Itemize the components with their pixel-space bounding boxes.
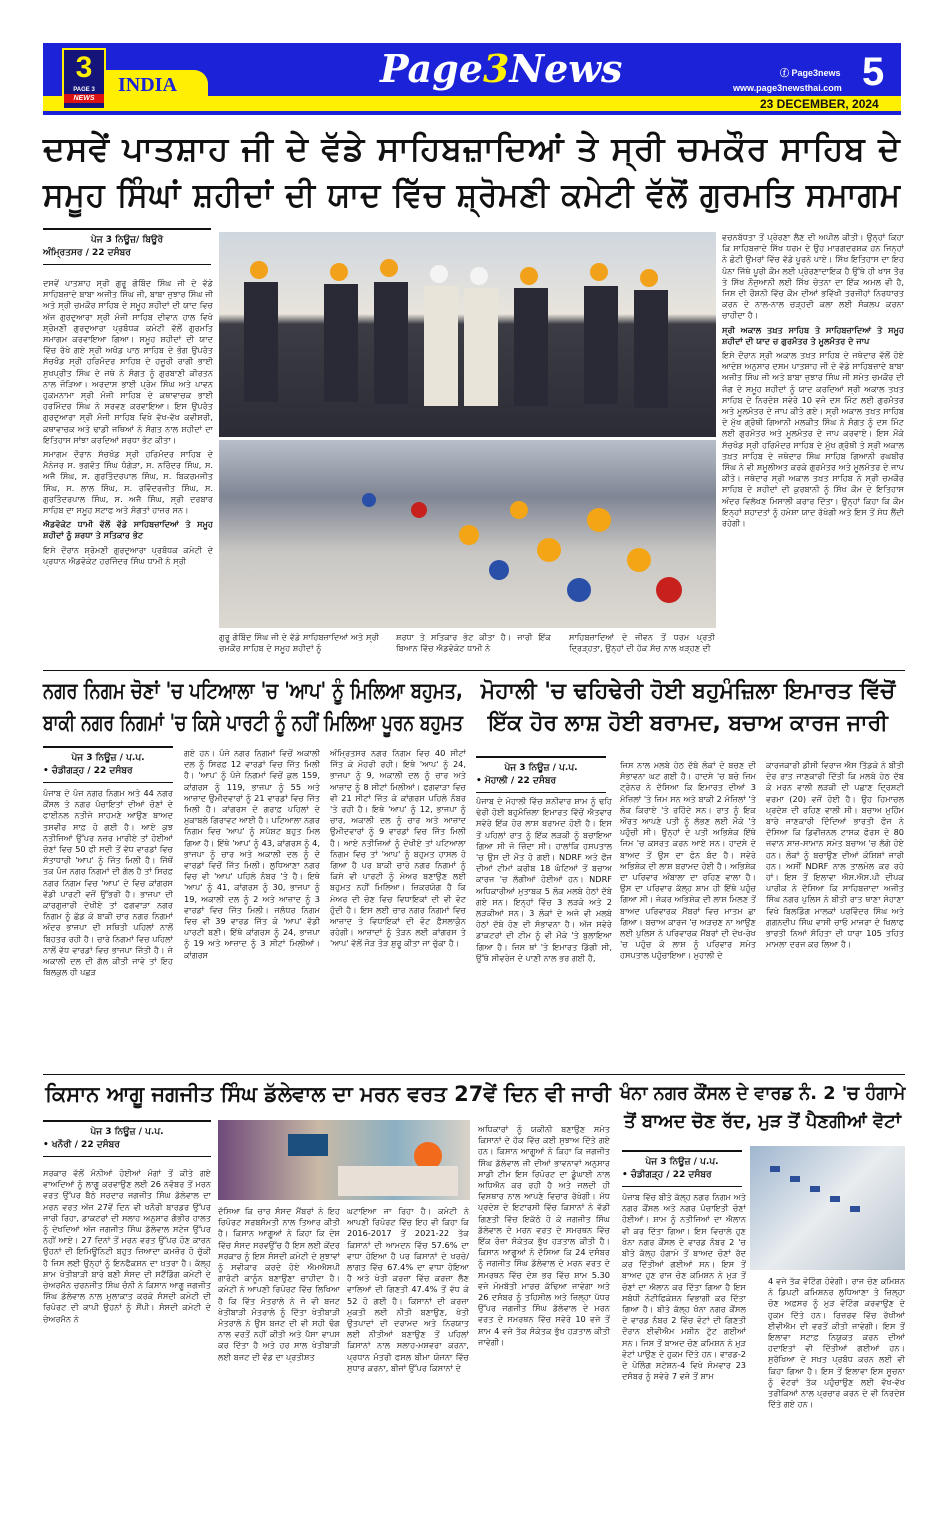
mohali-column: ਪੰਜਾਬ ਦੇ ਮੋਹਾਲੀ ਵਿੱਚ ਸ਼ਨੀਵਾਰ ਸ਼ਾਮ ਨੂੰ ਢਹਿ ਢੇਰੀ ਹੋਈ ਬਹੁਮੰਜ਼ਿਲਾ ਇਮਾਰਤ ਵਿੱਚੋਂ ਐਤਵਾਰ ਸਵੇਰੇ ਇੱਕ ਹੋਰ ਲਾਸ਼ ਬਰਾਮਦ ਹੋਈ ਹੈ। ਇਸ ਤੋਂ ਪਹਿਲਾਂ ਰਾਤ ਨੂੰ ਇੱਕ ਲੜਕੀ ਨੂੰ ਬਚਾਇਆ ਗਿਆ ਸੀ ਜੋ ਜ਼ਿੰਦਾ ਸੀ। ਹਾਲਾਂਕਿ ਹਸਪਤਾਲ 'ਚ ਉਸ ਦੀ ਮੌਤ ਹੋ ਗਈ। NDRF ਅਤੇ ਫੌਜ ਦੀਆਂ ਟੀਮਾਂ ਕਰੀਬ 18 ਘੰਟਿਆਂ ਤੋਂ ਬਚਾਅ ਕਾਰਜ 'ਚ ਲੱਗੀਆਂ ਹੋਈਆਂ ਹਨ। NDRF ਅਧਿਕਾਰੀਆਂ ਮੁਤਾਬਕ 5 ਲੋਕ ਮਲਬੇ ਹੇਠਾਂ ਦੱਬੇ ਗਏ ਸਨ। ਇਨ੍ਹਾਂ ਵਿੱਚ 3 ਲੜਕੇ ਅਤੇ 2 ਲੜਕੀਆਂ ਸਨ। 3 ਲੋਕਾਂ ਦੇ ਅਜੇ ਵੀ ਮਲਬੇ ਹੇਠਾਂ ਦੱਬੇ ਹੋਣ ਦੀ ਸੰਭਾਵਨਾ ਹੈ। ਅੱਜ ਸਵੇਰੇ ਡਾਕਟਰਾਂ ਦੀ ਟੀਮ ਨੂੰ ਵੀ ਮੌਕੇ 'ਤੇ ਬੁਲਾਇਆ ਗਿਆ ਹੈ। ਜਿਸ ਥਾਂ 'ਤੇ ਇਮਾਰਤ ਡਿੱਗੀ ਸੀ, ਉੱਥੇ ਸੀਵਰੇਜ ਦੇ ਪਾਣੀ ਨਾਲ ਭਰ ਗਈ ਹੈ, xyxy=(476,796,612,963)
dallewal-headline: ਕਿਸਾਨ ਆਗੂ ਜਗਜੀਤ ਸਿੰਘ ਡੱਲੇਵਾਲ ਦਾ ਮਰਨ ਵਰਤ 27ਵੇਂ ਦਿਨ ਵੀ ਜਾਰੀ xyxy=(45,1082,611,1106)
khanna-headline: ਖੰਨਾ ਨਗਰ ਕੌਂਸਲ ਦੇ ਵਾਰਡ ਨੰ. 2 'ਚ ਹੰਗਾਮੇ ਤੋਂ ਬਾਅਦ ਚੋਣ ਰੱਦ, ਮੁੜ ਤੋਂ ਪੈਣਗੀਆਂ ਵੋਟਾਂ xyxy=(620,1083,906,1132)
divider xyxy=(43,670,905,671)
newspaper-title: Page3News xyxy=(380,46,623,91)
khanna-byline: ਪੇਜ 3 ਨਿਊਜ਼ / ਪ.ਪ. • ਚੰਡੀਗੜ੍ਹ / 22 ਦਸੰਬਰ xyxy=(622,1150,742,1187)
dallewal-column: ਦੱਸਿਆ ਕਿ ਚਾਰ ਸੰਸਦ ਮੈਂਬਰਾਂ ਨੇ ਇਹ ਰਿਪੋਰਟ ਸਰਬਸੰਮਤੀ ਨਾਲ ਤਿਆਰ ਕੀਤੀ ਹੈ। ਕਿਸਾਨ ਆਗੂਆਂ ਨੇ ਕਿਹਾ ਕਿ ਦੇਸ਼ ਵਿੱਚ ਸੰਸਦ ਸਰਵਉੱਚ ਹੈ ਇਸ ਲਈ ਕੇਂਦਰ ਸਰਕਾਰ ਨੂੰ ਇਸ ਸੰਸਦੀ ਕਮੇਟੀ ਦੇ ਸੁਝਾਵਾਂ ਨੂੰ ਸਵੀਕਾਰ ਕਰਦੇ ਹੋਏ ਐਮਐਸਪੀ ਗਾਰੰਟੀ ਕਾਨੂੰਨ ਬਣਾਉਣਾ ਚਾਹੀਦਾ ਹੈ। ਕਮੇਟੀ ਨੇ ਆਪਣੀ ਰਿਪੋਰਟ ਵਿੱਚ ਲਿਖਿਆ ਹੈ ਕਿ ਵਿੱਤ ਮੰਤਰਾਲੇ ਨੇ ਜੋ ਵੀ ਬਜਟ ਖੇਤੀਬਾੜੀ ਮੰਤਰਾਲੇ ਨੂੰ ਦਿੱਤਾ ਖੇਤੀਬਾੜੀ ਮੰਤਰਾਲੇ ਨੇ ਉਸ ਬਜਟ ਦੀ ਵੀ ਸਹੀ ਢੰਗ ਨਾਲ ਵਰਤੋਂ ਨਹੀਂ ਕੀਤੀ ਅਤੇ ਪੈਸਾ ਵਾਪਸ ਕਰ ਦਿੱਤਾ ਹੈ ਅਤੇ ਹਰ ਸਾਲ ਖੇਤੀਬਾੜੀ ਲਈ ਬਜਟ ਦੀ ਵੰਡ ਦਾ ਪ੍ਰਤੀਸ਼ਤ xyxy=(218,1206,340,1362)
page3-logo: 3 PAGE 3 NEWS xyxy=(62,48,106,110)
section-label: INDIA xyxy=(118,74,177,96)
patiala-byline: ਪੇਜ 3 ਨਿਊਜ਼ / ਪ.ਪ. • ਚੰਡੀਗੜ੍ਹ / 22 ਦਸੰਬਰ xyxy=(43,746,173,783)
lead-byline: ਪੇਜ 3 ਨਿਊਜ਼/ ਬਿਊਰੋ ਅੰਮ੍ਰਿਤਸਰ / 22 ਦਸੰਬਰ xyxy=(43,228,211,265)
facebook-icon: ⓕ xyxy=(780,68,792,78)
patiala-column: ਗਏ ਹਨ। ਪੰਜੇ ਨਗਰ ਨਿਗਮਾਂ ਵਿਚੋਂ ਅਕਾਲੀ ਦਲ ਨੂੰ ਸਿਰਫ਼ 12 ਵਾਰਡਾਂ ਵਿਚ ਜਿੱਤ ਮਿਲੀ ਹੈ। 'ਆਪ' ਨੂੰ ਪੰਜੇ ਨਿਗਮਾਂ ਵਿਚੋਂ ਕੁਲ 159, ਕਾਂਗਰਸ ਨੂੰ 119, ਭਾਜਪਾ ਨੂੰ 55 ਅਤੇ ਆਜ਼ਾਦ ਉਮੀਦਵਾਰਾਂ ਨੂੰ 21 ਵਾਰਡਾਂ ਵਿਚ ਜਿੱਤ ਮਿਲੀ ਹੈ। ਕਾਂਗਰਸ ਦੇ ਗਰਾਫ਼ ਪਹਿਲਾਂ ਦੇ ਮੁਕਾਬਲੇ ਗਿਰਾਵਟ ਆਈ ਹੈ। ਪਟਿਆਲਾ ਨਗਰ ਨਿਗਮ ਵਿਚ 'ਆਪ' ਨੂੰ ਸਪੱਸ਼ਟ ਬਹੁਤ ਮਿਲ ਗਿਆ ਹੈ। ਇੱਥੇ 'ਆਪ' ਨੂੰ 43, ਕਾਂਗਰਸ ਨੂੰ 4, ਭਾਜਪਾ ਨੂੰ ਚਾਰ ਅਤੇ ਅਕਾਲੀ ਦਲ ਨੂੰ ਦੋ ਵਾਰਡਾਂ ਵਿਚੋਂ ਜਿੱਤ ਮਿਲੀ। ਲੁਧਿਆਣਾ ਨਗਰ ਵਿਚ ਵੀ 'ਆਪ' ਪਹਿਲੇ ਨੰਬਰ 'ਤੇ ਹੈ। ਇਥੇ 'ਆਪ' ਨੂੰ 41, ਕਾਂਗਰਸ ਨੂੰ 30, ਭਾਜਪਾ ਨੂੰ 19, ਅਕਾਲੀ ਦਲ ਨੂੰ 2 ਅਤੇ ਆਜ਼ਾਦ ਨੂੰ 3 ਵਾਰਡਾਂ ਵਿਚ ਜਿੱਤ ਮਿਲੀ। ਜਲੰਧਰ ਨਿਗਮ ਵਿਚ ਵੀ 39 ਵਾਰਡ ਜਿੱਤ ਕੇ 'ਆਪ' ਵੱਡੀ ਪਾਰਟੀ ਬਣੀ। ਇੱਥੇ ਕਾਂਗਰਸ ਨੂੰ 24, ਭਾਜਪਾ ਨੂੰ 19 ਅਤੇ ਆਜ਼ਾਦ ਨੂੰ 3 ਸੀਟਾਂ ਮਿਲੀਆਂ। ਕਾਂਗਰਸ xyxy=(184,748,320,960)
mohali-column: ਜਿਸ ਨਾਲ ਮਲਬੇ ਹੇਠ ਦੱਬੇ ਲੋਕਾਂ ਦੇ ਬਚਣ ਦੀ ਸੰਭਾਵਨਾ ਘਟ ਗਈ ਹੈ। ਹਾਦਸੇ 'ਚ ਬਚੇ ਜਿਮ ਟ੍ਰੇਨਰ ਨੇ ਦੱਸਿਆ ਕਿ ਇਮਾਰਤ ਦੀਆਂ 3 ਮੰਜ਼ਿਲਾਂ 'ਤੇ ਜਿਮ ਸਨ ਅਤੇ ਬਾਕੀ 2 ਮੰਜ਼ਿਲਾਂ 'ਤੇ ਲੋਕ ਕਿਰਾਏ 'ਤੇ ਰਹਿੰਦੇ ਸਨ। ਰਾਤ ਨੂੰ ਇਕ ਔਰਤ ਆਪਣੇ ਪਤੀ ਨੂੰ ਲੱਭਣ ਲਈ ਮੌਕੇ 'ਤੇ ਪਹੁੰਚੀ ਸੀ। ਉਨ੍ਹਾਂ ਦੇ ਪਤੀ ਅਭਿਸ਼ੇਕ ਇੱਥੇ ਜਿਮ 'ਚ ਕਸਰਤ ਕਰਨ ਆਏ ਸਨ। ਹਾਦਸੇ ਦੇ ਬਾਅਦ ਤੋਂ ਉਸ ਦਾ ਫੋਨ ਬੰਦ ਹੈ। ਸਵੇਰੇ ਅਭਿਸ਼ੇਕ ਦੀ ਲਾਸ਼ ਬਰਾਮਦ ਹੋਈ ਹੈ। ਅਭਿਸ਼ੇਕ ਦਾ ਪਰਿਵਾਰ ਅੰਬਾਲਾ ਦਾ ਰਹਿਣ ਵਾਲਾ ਹੈ। ਉਸ ਦਾ ਪਰਿਵਾਰ ਕੱਲ੍ਹ ਸ਼ਾਮ ਹੀ ਇੱਥੇ ਪਹੁੰਚ ਗਿਆ ਸੀ। ਜੇਕਰ ਅਭਿਸ਼ੇਕ ਦੀ ਲਾਸ਼ ਮਿਲਣ ਤੋਂ ਬਾਅਦ ਪਰਿਵਾਰਕ ਮੈਂਬਰਾਂ ਵਿਚ ਮਾਤਮ ਛਾ ਗਿਆ। ਬਚਾਅ ਕਾਰਜ 'ਚ ਅੜਚਣ ਨਾ ਆਉਣ ਲਈ ਪੁਲਿਸ ਨੇ ਪਰਿਵਾਰਕ ਮੈਂਬਰਾਂ ਦੀ ਦੇਖ-ਰੇਖ 'ਚ ਪਹੁੰਚ ਕੇ ਲਾਸ਼ ਨੂੰ ਪਰਿਵਾਰ ਸਮੇਤ ਹਸਪਤਾਲ ਪਹੁੰਚਾਇਆ। ਮੁਹਾਲੀ ਦੇ xyxy=(620,760,756,961)
patiala-column: ਪੰਜਾਬ ਦੇ ਪੰਜ ਨਗਰ ਨਿਗਮ ਅਤੇ 44 ਨਗਰ ਕੌਂਸਲ ਤੇ ਨਗਰ ਪੰਚਾਇਤਾਂ ਦੀਆਂ ਚੋਣਾਂ ਦੇ ਫਾਈਨਲ ਨਤੀਜੇ ਸਾਹਮਣੇ ਆਉਣ ਬਾਅਦ ਤਸਵੀਰ ਸਾਫ਼ ਹੋ ਗਈ ਹੈ। ਆਏ ਕੁਝ ਨਤੀਜਿਆਂ ਉੱਪਰ ਨਜ਼ਰ ਮਾਰੀਏ ਤਾਂ ਹੋਈਆਂ ਚੋਣਾਂ ਵਿਚ 50 ਫੀ ਸਦੀ ਤੋਂ ਵੱਧ ਵਾਰਡਾਂ ਵਿਚ ਸੱਤਾਧਾਰੀ 'ਆਪ' ਨੂੰ ਜਿੱਤ ਮਿਲੀ ਹੈ। ਜਿੱਥੋਂ ਤਕ ਪੰਜ ਨਗਰ ਨਿਗਮਾਂ ਦੀ ਗੱਲ ਹੈ ਤਾਂ ਸਿਰਫ਼ ਨਗਰ ਨਿਗਮ ਵਿਚ 'ਆਪ' ਦੇ ਵਿਚ ਕਾਂਗਰਸ ਵੱਡੀ ਪਾਰਟੀ ਵਜੋਂ ਉੱਭਰੀ ਹੈ। ਭਾਜਪਾ ਦੀ ਕਾਰਗੁਜ਼ਾਰੀ ਦੇਖੀਏ ਤਾਂ ਫਗਵਾੜਾ ਨਗਰ ਨਿਗਮ ਨੂੰ ਛੱਡ ਕੇ ਬਾਕੀ ਚਾਰ ਨਗਰ ਨਿਗਮਾਂ ਅੰਦਰ ਭਾਜਪਾ ਦੀ ਸਥਿਤੀ ਪਹਿਲਾਂ ਨਾਲੋਂ ਬਿਹਤਰ ਰਹੀ ਹੈ। ਚਾਰੇ ਨਿਗਮਾਂ ਵਿਚ ਪਹਿਲਾਂ ਨਾਲੋਂ ਵੱਧ ਵਾਰਡਾਂ ਵਿਚ ਭਾਜਪਾ ਜਿੱਤੀ ਹੈ। ਜੇ ਅਕਾਲੀ ਦਲ ਦੀ ਗੱਲ ਕੀਤੀ ਜਾਵੇ ਤਾਂ ਇਹ ਬਿਲਕੁਲ ਹੀ ਪਛੜ xyxy=(43,788,173,978)
dallewal-column: ਅਧਿਕਾਰਾਂ ਨੂੰ ਯਕੀਨੀ ਬਣਾਉਣ ਸਮੇਤ ਕਿਸਾਨਾਂ ਦੇ ਹੱਕ ਵਿੱਚ ਕਈ ਸੁਝਾਅ ਦਿੱਤੇ ਗਏ ਹਨ। ਕਿਸਾਨ ਆਗੂਆਂ ਨੇ ਕਿਹਾ ਕਿ ਜਗਜੀਤ ਸਿੰਘ ਡੱਲੇਵਾਲ ਜੀ ਦੀਆਂ ਭਾਵਨਾਵਾਂ ਅਨੁਸਾਰ ਸਾਡੀ ਟੀਮ ਇਸ ਰਿਪੋਰਟ ਦਾ ਡੂੰਘਾਈ ਨਾਲ ਅਧਿਐਨ ਕਰ ਰਹੀ ਹੈ ਅਤੇ ਜਲਦੀ ਹੀ ਵਿਸਥਾਰ ਨਾਲ ਆਪਣੇ ਵਿਚਾਰ ਰੱਖੇਗੀ। ਮੱਧ ਪ੍ਰਦੇਸ਼ ਦੇ ਇਟਾਰਸੀ ਵਿੱਚ ਕਿਸਾਨਾਂ ਨੇ ਵੱਡੀ ਗਿਣਤੀ ਵਿੱਚ ਇਕੱਠੇ ਹੋ ਕੇ ਜਗਜੀਤ ਸਿੰਘ ਡੱਲੇਵਾਲ ਦੇ ਮਰਨ ਵਰਤ ਦੇ ਸਮਰਥਨ ਵਿੱਚ ਇੱਕ ਰੋਜ਼ਾ ਸੰਕੇਤਕ ਭੁੱਖ ਹੜਤਾਲ ਕੀਤੀ ਹੈ। ਕਿਸਾਨ ਆਗੂਆਂ ਨੇ ਦੱਸਿਆ ਕਿ 24 ਦਸੰਬਰ ਨੂੰ ਜਗਜੀਤ ਸਿੰਘ ਡੱਲੇਵਾਲ ਦੇ ਮਰਨ ਵਰਤ ਦੇ ਸਮਰਥਨ ਵਿੱਚ ਦੇਸ਼ ਭਰ ਵਿੱਚ ਸ਼ਾਮ 5.30 ਵਜੇ ਮੋਮਬੱਤੀ ਮਾਰਚ ਕੱਢਿਆ ਜਾਵੇਗਾ ਅਤੇ 26 ਦਸੰਬਰ ਨੂੰ ਤਹਿਸੀਲ ਅਤੇ ਜ਼ਿਲ੍ਹਾ ਪੱਧਰ ਉੱਪਰ ਜਗਜੀਤ ਸਿੰਘ ਡੱਲੇਵਾਲ ਦੇ ਮਰਨ ਵਰਤ ਦੇ ਸਮਰਥਨ ਵਿੱਚ ਸਵੇਰੇ 10 ਵਜੇ ਤੋਂ ਸ਼ਾਮ 4 ਵਜੇ ਤੱਕ ਸੰਕੇਤਕ ਭੁੱਖ ਹੜਤਾਲ ਕੀਤੀ ਜਾਵੇਗੀ। xyxy=(478,1124,610,1347)
lead-photo-congregation xyxy=(219,440,716,628)
facebook-handle[interactable]: ⓕ Page3news xyxy=(780,68,841,78)
lead-column-right: ਵਚਨਬੱਧਤਾ ਤੋਂ ਪ੍ਰੇਰਣਾ ਲੈਣ ਦੀ ਅਪੀਲ ਕੀਤੀ। ਉਨ੍ਹਾਂ ਕਿਹਾ ਕਿ ਸਾਹਿਬਜ਼ਾਦੇ ਸਿੱਖ ਧਰਮ ਦੇ ਉਹ ਮਾਰਗਦਰਸ਼ਕ ਹਨ ਜਿਨ੍ਹਾਂ ਨੇ ਛੋਟੀ ਉਮਰਾਂ ਵਿੱਚ ਵੱਡੇ ਪੂਰਨੇ ਪਾਏ। ਸਿੱਖ ਇਤਿਹਾਸ ਦਾ ਇਹ ਪੰਨਾ ਜਿੱਥੇ ਪੂਰੀ ਕੌਮ ਲਈ ਪ੍ਰੇਰਣਾਦਾਇਕ ਹੈ ਉੱਥੇ ਹੀ ਖਾਸ ਤੌਰ ਤੇ ਸਿੱਖ ਨੌਜੁਆਨੀ ਲਈ ਸਿੱਖ ਚੇਤਨਾ ਦਾ ਇੱਕ ਅਮਲ ਵੀ ਹੈ, ਜਿਸ ਦੀ ਰੌਸ਼ਨੀ ਵਿੱਚ ਕੌਮ ਦੀਆਂ ਭਵਿੱਖੀ ਤਰਜੀਹਾਂ ਨਿਰਧਾਰਤ ਕਰਨ ਦੇ ਨਾਲ-ਨਾਲ ਚੜ੍ਹਦੀ ਕਲਾ ਲਈ ਸੰਕਲਪ ਕਰਨਾ ਚਾਹੀਦਾ ਹੈ। ਸ੍ਰੀ ਅਕਾਲ ਤਖ਼ਤ ਸਾਹਿਬ ਤੇ ਸਾਹਿਬਜ਼ਾਦਿਆਂ ਤੇ ਸਮੂਹ ਸ਼ਹੀਦਾਂ ਦੀ ਯਾਦ ਚ ਗੁਰਮੰਤਰ ਤੇ ਮੂਲਮੰਤਰ ਦੇ ਜਾਪ ਇਸੇ ਦੌਰਾਨ ਸ੍ਰੀ ਅਕਾਲ ਤਖ਼ਤ ਸਾਹਿਬ ਦੇ ਜਥੇਦਾਰ ਵੱਲੋਂ ਹੋਏ ਆਦੇਸ਼ ਅਨੁਸਾਰ ਦਸਮ ਪਾਤਸ਼ਾਹ ਜੀ ਦੇ ਵੱਡੇ ਸਾਹਿਬਜ਼ਾਦੇ ਬਾਬਾ ਅਜੀਤ ਸਿੰਘ ਜੀ ਅਤੇ ਬਾਬਾ ਜੁਝਾਰ ਸਿੰਘ ਜੀ ਸਮੇਤ ਚਮਕੌਰ ਦੀ ਜੰਗ ਦੇ ਸਮੂਹ ਸ਼ਹੀਦਾਂ ਨੂੰ ਯਾਦ ਕਰਦਿਆਂ ਸ੍ਰੀ ਅਕਾਲ ਤਖ਼ਤ ਸਾਹਿਬ ਦੇ ਨਿਰਦੇਸ਼ ਸਵੇਰੇ 10 ਵਜੇ ਦਸ ਮਿੰਟ ਲਈ ਗੁਰਮੰਤਰ ਅਤੇ ਮੂਲਮੰਤਰ ਦੇ ਜਾਪ ਕੀਤੇ ਗਏ। ਸ੍ਰੀ ਅਕਾਲ ਤਖ਼ਤ ਸਾਹਿਬ ਦੇ ਮੁੱਖ ਗ੍ਰੰਥੀ ਗਿਆਨੀ ਮਲਕੀਤ ਸਿੰਘ ਨੇ ਸੰਗਤ ਨੂੰ ਦਸ ਮਿੰਟ ਲਈ ਗੁਰਮੰਤਰ ਅਤੇ ਮੂਲਮੰਤਰ ਦੇ ਜਾਪ ਕਰਵਾਏ। ਇਸ ਮੌਕੇ ਸੱਚਖੰਡ ਸ੍ਰੀ ਹਰਿਮੰਦਰ ਸਾਹਿਬ ਦੇ ਮੁੱਖ ਗ੍ਰੰਥੀ ਤੇ ਸ੍ਰੀ ਅਕਾਲ ਤਖ਼ਤ ਸਾਹਿਬ ਦੇ ਜਥੇਦਾਰ ਸਿੰਘ ਸਾਹਿਬ ਗਿਆਨੀ ਰਘਬੀਰ ਸਿੰਘ ਨੇ ਵੀ ਸ਼ਮੂਲੀਅਤ ਕਰਕੇ ਗੁਰਮੰਤਰ ਅਤੇ ਮੂਲਮੰਤਰ ਦੇ ਜਾਪ ਕੀਤੇ। ਜਥੇਦਾਰ ਸ੍ਰੀ ਅਕਾਲ ਤਖ਼ਤ ਸਾਹਿਬ ਨੇ ਸ੍ਰੀ ਚਮਕੌਰ ਸਾਹਿਬ ਦੇ ਸ਼ਹੀਦਾਂ ਦੀ ਕੁਰਬਾਨੀ ਨੂੰ ਸਿੱਖ ਕੌਮ ਦੇ ਇਤਿਹਾਸ ਅੰਦਰ ਵਿਲੱਖਣ ਮਿਸਾਲੀ ਕਰਾਰ ਦਿੱਤਾ। ਉਨ੍ਹਾਂ ਕਿਹਾ ਕਿ ਕੌਮ ਇਨ੍ਹਾਂ ਸ਼ਹਾਦਤਾਂ ਨੂੰ ਹਮੇਸ਼ਾ ਯਾਦ ਰੱਖੇਗੀ ਅਤੇ ਇਸ ਤੋਂ ਸੇਧ ਲੈਂਦੀ ਰਹੇਗੀ। xyxy=(722,232,904,529)
dallewal-column: ਘਟਾਇਆ ਜਾ ਰਿਹਾ ਹੈ। ਕਮੇਟੀ ਨੇ ਆਪਣੀ ਰਿਪੋਰਟ ਵਿੱਚ ਇਹ ਵੀ ਕਿਹਾ ਕਿ 2016-2017 ਤੋਂ 2021-22 ਤੱਕ ਕਿਸਾਨਾਂ ਦੀ ਆਮਦਨ ਵਿੱਚ 57.6% ਦਾ ਵਾਧਾ ਹੋਇਆ ਹੈ ਪਰ ਕਿਸਾਨਾਂ ਦੇ ਖਰਚੇ/ਲਾਗਤ ਵਿੱਚ 67.4% ਦਾ ਵਾਧਾ ਹੋਇਆ ਹੈ ਅਤੇ ਖੇਤੀ ਕਰਜ਼ਾ ਵਿੱਚ ਕਰਜ਼ਾ ਲੈਣ ਵਾਲਿਆਂ ਦੀ ਗਿਣਤੀ 47.4% ਤੋਂ ਵੱਧ ਕੇ 52 ਹੋ ਗਈ ਹੈ। ਕਿਸਾਨਾਂ ਦੀ ਕਰਜ਼ਾ ਮੁਕਤੀ ਲਈ ਨੀਤੀ ਬਣਾਉਣ, ਖੇਤੀ ਉਤਪਾਦਾਂ ਦੀ ਦਰਾਮਦ ਅਤੇ ਨਿਰਯਾਤ ਲਈ ਨੀਤੀਆਂ ਬਣਾਉਣ ਤੋਂ ਪਹਿਲਾਂ ਕਿਸਾਨਾਂ ਨਾਲ ਸਲਾਹ-ਮਸ਼ਵਰਾ ਕਰਨਾ, ਪ੍ਰਧਾਨ ਮੰਤਰੀ ਫਸਲ ਬੀਮਾ ਯੋਜਨਾ ਵਿੱਚ ਸੁਧਾਰ ਕਰਨਾ, ਬੀਜਾਂ ਉੱਪਰ ਕਿਸਾਨਾਂ ਦੇ xyxy=(347,1206,469,1373)
dallewal-column: ਸਰਕਾਰ ਵੱਲੋਂ ਮੰਨੀਆਂ ਹੋਈਆਂ ਮੰਗਾਂ ਤੋਂ ਕੀਤੇ ਗਏ ਵਾਅਦਿਆਂ ਨੂੰ ਲਾਗੂ ਕਰਵਾਉਣ ਲਈ 26 ਨਵੰਬਰ ਤੋਂ ਮਰਨ ਵਰਤ ਉੱਪਰ ਬੈਠੇ ਸਰਦਾਰ ਜਗਜੀਤ ਸਿੰਘ ਡੱਲੇਵਾਲ ਦਾ ਮਰਨ ਵਰਤ ਅੱਜ 27ਵੇਂ ਦਿਨ ਵੀ ਖਨੌਰੀ ਬਾਰਡਰ ਉੱਪਰ ਜਾਰੀ ਰਿਹਾ, ਡਾਕਟਰਾਂ ਦੀ ਸਲਾਹ ਅਨੁਸਾਰ ਗੰਭੀਰ ਹਾਲਤ ਨੂੰ ਦੇਖਦਿਆਂ ਅੱਜ ਜਗਜੀਤ ਸਿੰਘ ਡੱਲੇਵਾਲ ਸਟੇਜ ਉੱਪਰ ਨਹੀਂ ਆਏ। 27 ਦਿਨਾਂ ਤੋਂ ਮਰਨ ਵਰਤ ਉੱਪਰ ਹੋਣ ਕਾਰਨ ਉਹਨਾਂ ਦੀ ਇਮਿਊਨਿਟੀ ਬਹੁਤ ਜ਼ਿਆਦਾ ਕਮਜ਼ੋਰ ਹੋ ਚੁੱਕੀ ਹੈ ਜਿਸ ਲਈ ਉਨ੍ਹਾਂ ਨੂੰ ਇਨਫੈਕਸ਼ਨ ਦਾ ਖ਼ਤਰਾ ਹੈ। ਕੱਲ੍ਹ ਸ਼ਾਮ ਖੇਤੀਬਾੜੀ ਬਾਰੇ ਬਣੀ ਸੰਸਦ ਦੀ ਸਟੈਂਡਿੰਗ ਕਮੇਟੀ ਦੇ ਚੇਅਰਮੈਨ ਚਰਨਜੀਤ ਸਿੰਘ ਚੰਨੀ ਨੇ ਕਿਸਾਨ ਆਗੂ ਜਗਜੀਤ ਸਿੰਘ ਡੱਲੇਵਾਲ ਨਾਲ ਮੁਲਾਕਾਤ ਕਰਕੇ ਸੰਸਦੀ ਕਮੇਟੀ ਦੀ ਰਿਪੋਰਟ ਦੀ ਕਾਪੀ ਉਹਨਾਂ ਨੂੰ ਸੌਂਪੀ। ਸੰਸਦੀ ਕਮੇਟੀ ਦੇ ਚੇਅਰਮੈਨ ਨੇ xyxy=(43,1168,211,1324)
mohali-column: ਕਾਰਜਕਾਰੀ ਡੀਸੀ ਵਿਰਾਜ ਐਸ ਤਿੱਡਕੇ ਨੇ ਬੀਤੀ ਦੇਰ ਰਾਤ ਜਾਣਕਾਰੀ ਦਿੱਤੀ ਕਿ ਮਲਬੇ ਹੇਠ ਦੱਬ ਕੇ ਮਰਨ ਵਾਲੀ ਲੜਕੀ ਦੀ ਪਛਾਣ ਦ੍ਰਿਸ਼ਟੀ ਵਰਮਾ (20) ਵਜੋਂ ਹੋਈ ਹੈ। ਉਹ ਹਿਮਾਚਲ ਪ੍ਰਦੇਸ਼ ਦੀ ਰਹਿਣ ਵਾਲੀ ਸੀ। ਬਚਾਅ ਮੁਹਿੰਮ ਬਾਰੇ ਜਾਣਕਾਰੀ ਦਿੰਦਿਆਂ ਭਾਰਤੀ ਫੌਜ ਨੇ ਦੱਸਿਆ ਕਿ ਡਿਵੀਜ਼ਨਲ ਟਾਸਕ ਫੋਰਸ ਦੇ 80 ਜਵਾਨ ਸਾਜ਼-ਸਾਮਾਨ ਸਮੇਤ ਬਚਾਅ 'ਚ ਲੱਗੇ ਹੋਏ ਹਨ। ਲੋਕਾਂ ਨੂੰ ਬਚਾਉਣ ਦੀਆਂ ਕੋਸ਼ਿਸ਼ਾਂ ਜਾਰੀ ਹਨ। ਅਸੀਂ NDRF ਨਾਲ ਤਾਲਮੇਲ ਕਰ ਰਹੇ ਹਾਂ। ਇਸ ਤੋਂ ਇਲਾਵਾ ਐਸ.ਐਸ.ਪੀ ਦੀਪਕ ਪਾਰੀਕ ਨੇ ਦੱਸਿਆ ਕਿ ਸਾਹਿਬਜ਼ਾਦਾ ਅਜੀਤ ਸਿੰਘ ਨਗਰ ਪੁਲਿਸ ਨੇ ਬੀਤੀ ਰਾਤ ਥਾਣਾ ਸੋਹਾਣਾ ਵਿਖੇ ਬਿਲਡਿੰਗ ਮਾਲਕਾਂ ਪਰਵਿੰਦਰ ਸਿੰਘ ਅਤੇ ਗਗਨਦੀਪ ਸਿੰਘ ਵਾਸੀ ਚਾਓ ਮਾਜਰਾ ਦੇ ਖਿਲਾਫ ਭਾਰਤੀ ਨਿਆਂ ਸੰਹਿਤਾ ਦੀ ਧਾਰਾ 105 ਤਹਿਤ ਮਾਮਲਾ ਦਰਜ ਕਰ ਲਿਆ ਹੈ। xyxy=(766,760,904,950)
photo-caption: ਸਾਹਿਬਜ਼ਾਦਿਆਂ ਦੇ ਜੀਵਨ ਤੋਂ ਧਰਮ ਪ੍ਰਤੀ ਦ੍ਰਿੜ੍ਹਤਾ, ਉਨ੍ਹਾਂ ਦੀ ਹੱਕ ਸੱਚ ਨਾਲ ਖੜ੍ਹਣ ਦੀ xyxy=(569,632,715,653)
divider xyxy=(43,1074,905,1075)
issue-date: 23 DECEMBER, 2024 xyxy=(760,97,879,111)
dallewal-photo xyxy=(218,1120,470,1200)
patiala-headline: ਨਗਰ ਨਿਗਮ ਚੋਣਾਂ 'ਚ ਪਟਿਆਲਾ 'ਚ 'ਆਪ' ਨੂੰ ਮਿਲਿਆ ਬਹੁਮਤ, ਬਾਕੀ ਨਗਰ ਨਿਗਮਾਂ 'ਚ ਕਿਸੇ ਪਾਰਟੀ ਨੂੰ ਨਹੀਂ ਮਿਲਿਆ ਪੂਰਨ ਬਹੁਮਤ xyxy=(43,679,463,736)
patiala-column: ਅੰਮ੍ਰਿਤਸਰ ਨਗਰ ਨਿਗਮ ਵਿਚ 40 ਸੀਟਾਂ ਜਿੱਤ ਕੇ ਮੋਹਰੀ ਰਹੀ। ਇਥੇ 'ਆਪ' ਨੂੰ 24, ਭਾਜਪਾ ਨੂੰ 9, ਅਕਾਲੀ ਦਲ ਨੂੰ ਚਾਰ ਅਤੇ ਆਜ਼ਾਦ ਨੂੰ 8 ਸੀਟਾਂ ਮਿਲੀਆਂ। ਫਗਵਾੜਾ ਵਿਚ ਵੀ 21 ਸੀਟਾਂ ਜਿੱਤ ਕੇ ਕਾਂਗਰਸ ਪਹਿਲੇ ਨੰਬਰ 'ਤੇ ਰਹੀ ਹੈ। ਇਥੇ 'ਆਪ' ਨੂੰ 12, ਭਾਜਪਾ ਨੂੰ ਚਾਰ, ਅਕਾਲੀ ਦਲ ਨੂੰ ਚਾਰ ਅਤੇ ਆਜ਼ਾਦ ਉਮੀਦਵਾਰਾਂ ਨੂੰ 9 ਵਾਰਡਾਂ ਵਿਚ ਜਿੱਤ ਮਿਲੀ ਹੈ। ਆਏ ਨਤੀਜਿਆਂ ਨੂੰ ਦੇਖੀਏ ਤਾਂ ਪਟਿਆਲਾ ਨਿਗਮ ਵਿਚ ਤਾਂ 'ਆਪ' ਨੂੰ ਬਹੁਮਤ ਹਾਸਲ ਹੋ ਗਿਆ ਹੈ ਪਰ ਬਾਕੀ ਚਾਰੇ ਨਗਰ ਨਿਗਮਾਂ ਨੂੰ ਕਿਸੇ ਵੀ ਪਾਰਟੀ ਨੂੰ ਮੇਅਰ ਬਣਾਉਣ ਲਈ ਬਹੁਮਤ ਨਹੀਂ ਮਿਲਿਆ। ਜ਼ਿਕਰਯੋਗ ਹੈ ਕਿ ਮੇਅਰ ਦੀ ਚੋਣ ਵਿਚ ਵਿਧਾਇਕਾਂ ਦੀ ਵੀ ਵੋਟ ਹੁੰਦੀ ਹੈ। ਇਸ ਲਈ ਚਾਰ ਨਗਰ ਨਿਗਮਾਂ ਵਿਚ ਆਜ਼ਾਦ ਤੇ ਵਿਧਾਇਕਾਂ ਦੀ ਵੋਟ ਫ਼ੈਸਲਾਕੁੰਨ ਰਹੇਗੀ। ਆਜ਼ਾਦਾਂ ਨੂੰ ਤੋੜਨ ਲਈ ਕਾਂਗਰਸ ਤੇ 'ਆਪ' ਵੱਲੋਂ ਜੋੜ ਤੋੜ ਸ਼ੁਰੂ ਕੀਤਾ ਜਾ ਚੁੱਕਾ ਹੈ। xyxy=(330,748,466,949)
mohali-byline: ਪੇਜ 3 ਨਿਊਜ਼ / ਪ.ਪ. • ਮੋਹਾਲੀ / 22 ਦਸੰਬਰ xyxy=(476,756,606,793)
mohali-headline: ਮੋਹਾਲੀ 'ਚ ਢਹਿਢੇਰੀ ਹੋਈ ਬਹੁਮੰਜ਼ਿਲਾ ਇਮਾਰਤ ਵਿੱਚੋਂ ਇੱਕ ਹੋਰ ਲਾਸ਼ ਹੋਈ ਬਰਾਮਦ, ਬਚਾਅ ਕਾਰਜ ਜਾਰੀ xyxy=(480,679,896,736)
lead-column-left: ਦਸਵੇਂ ਪਾਤਸ਼ਾਹ ਸ੍ਰੀ ਗੁਰੂ ਗੋਬਿੰਦ ਸਿੰਘ ਜੀ ਦੇ ਵੱਡੇ ਸਾਹਿਬਜ਼ਾਦੇ ਬਾਬਾ ਅਜੀਤ ਸਿੰਘ ਜੀ, ਬਾਬਾ ਜੁਝਾਰ ਸਿੰਘ ਜੀ ਅਤੇ ਸ੍ਰੀ ਚਮਕੌਰ ਸਾਹਿਬ ਦੇ ਸਮੂਹ ਸ਼ਹੀਦਾਂ ਦੀ ਯਾਦ ਵਿਚ ਅੱਜ ਗੁਰਦੁਆਰਾ ਸ੍ਰੀ ਮੰਜੀ ਸਾਹਿਬ ਦੀਵਾਨ ਹਾਲ ਵਿਖੇ ਸ਼੍ਰੋਮਣੀ ਗੁਰਦੁਆਰਾ ਪ੍ਰਬੰਧਕ ਕਮੇਟੀ ਵੱਲੋਂ ਗੁਰਮਤਿ ਸਮਾਗਮ ਕਰਵਾਇਆ ਗਿਆ। ਸਮੂਹ ਸ਼ਹੀਦਾਂ ਦੀ ਯਾਦ ਵਿੱਚ ਰੱਖੇ ਗਏ ਸ੍ਰੀ ਅਖੰਡ ਪਾਠ ਸਾਹਿਬ ਦੇ ਭੋਗ ਉਪਰੰਤ ਸੱਚਖੰਡ ਸ੍ਰੀ ਹਰਿਮੰਦਰ ਸਾਹਿਬ ਦੇ ਹਜ਼ੂਰੀ ਰਾਗੀ ਭਾਈ ਸੁਖਪ੍ਰੀਤ ਸਿੰਘ ਦੇ ਜਥੇ ਨੇ ਸੰਗਤ ਨੂੰ ਗੁਰਬਾਣੀ ਕੀਰਤਨ ਨਾਲ ਜੋੜਿਆ। ਅਰਦਾਸ ਭਾਈ ਪ੍ਰੇਮ ਸਿੰਘ ਅਤੇ ਪਾਵਨ ਹੁਕਮਨਾਮਾ ਸ੍ਰੀ ਮੰਜੀ ਸਾਹਿਬ ਦੇ ਕਥਾਵਾਚਕ ਭਾਈ ਹਰਮਿੰਦਰ ਸਿੰਘ ਨੇ ਸਰਵਣ ਕਰਵਾਇਆ। ਇਸ ਉਪਰੰਤ ਗੁਰਦੁਆਰਾ ਸ੍ਰੀ ਮੰਜੀ ਸਾਹਿਬ ਵਿਖੇ ਵੱਖ-ਵੱਖ ਕਵੀਸ਼ਰੀ, ਕਥਾਵਾਚਕ ਅਤੇ ਢਾਡੀ ਜਥਿਆਂ ਨੇ ਸੰਗਤ ਨਾਲ ਸ਼ਹੀਦਾਂ ਦਾ ਇਤਿਹਾਸ ਸਾਂਝਾ ਕਰਦਿਆਂ ਸ਼ਰਧਾ ਭੇਟ ਕੀਤਾ। ਸਮਾਗਮ ਦੌਰਾਨ ਸੱਚਖੰਡ ਸ੍ਰੀ ਹਰਿਮੰਦਰ ਸਾਹਿਬ ਦੇ ਮੈਨੇਜਰ ਸ. ਭਗਵੰਤ ਸਿੰਘ ਧੰਗੇੜਾ, ਸ. ਨਰਿੰਦਰ ਸਿੰਘ, ਸ. ਅਜੈ ਸਿੰਘ, ਸ. ਗੁਰਤਿੰਦਰਪਾਲ ਸਿੰਘ, ਸ. ਬਿਕਰਮਜੀਤ ਸਿੰਘ, ਸ. ਲਾਲ ਸਿੰਘ, ਸ. ਰਵਿੰਦਰਜੀਤ ਸਿੰਘ, ਸ. ਗੁਰਤਿੰਦਰਪਾਲ ਸਿੰਘ, ਸ. ਅਜੈ ਸਿੰਘ, ਸ੍ਰੀ ਦਰਬਾਰ ਸਾਹਿਬ ਦਾ ਸਮੂਹ ਸਟਾਫ ਅਤੇ ਸੰਗਤਾਂ ਹਾਜ਼ਰ ਸਨ। ਐਡਵੋਕੇਟ ਧਾਮੀ ਵੱਲੋਂ ਵੱਡੇ ਸਾਹਿਬਜ਼ਾਦਿਆਂ ਤੇ ਸਮੂਹ ਸ਼ਹੀਦਾਂ ਨੂੰ ਸ਼ਰਧਾ ਤੇ ਸਤਿਕਾਰ ਭੇਟ ਇਸੇ ਦੌਰਾਨ ਸ਼੍ਰੋਮਣੀ ਗੁਰਦੁਆਰਾ ਪ੍ਰਬੰਧਕ ਕਮੇਟੀ ਦੇ ਪ੍ਰਧਾਨ ਐਡਵੋਕੇਟ ਹਰਜਿੰਦਰ ਸਿੰਘ ਧਾਮੀ ਨੇ ਸ੍ਰੀ xyxy=(43,278,213,566)
lead-photo-leaders xyxy=(219,232,716,437)
khanna-column: 4 ਵਜੇ ਤੱਕ ਵੋਟਿੰਗ ਹੋਵੇਗੀ। ਰਾਜ ਚੋਣ ਕਮਿਸ਼ਨ ਨੇ ਡਿਪਟੀ ਕਮਿਸ਼ਨਰ ਲੁਧਿਆਣਾ ਤੇ ਜ਼ਿਲ੍ਹਾ ਚੋਣ ਅਫ਼ਸਰ ਨੂੰ ਮੁੜ ਵੋਟਿੰਗ ਕਰਵਾਉਣ ਦੇ ਹੁਕਮ ਦਿੱਤੇ ਹਨ। ਰਿਜ਼ਰਵ ਵਿੱਚ ਰੱਖੀਆਂ ਈਵੀਐਮ ਦੀ ਵਰਤੋਂ ਕੀਤੀ ਜਾਵੇਗੀ। ਇਸ ਤੋਂ ਇਲਾਵਾ ਸਟਾਫ਼ ਨਿਯੁਕਤ ਕਰਨ ਦੀਆਂ ਹਦਾਇਤਾਂ ਵੀ ਦਿੱਤੀਆਂ ਗਈਆਂ ਹਨ। ਸੁਰੱਖਿਆ ਦੇ ਸਖ਼ਤ ਪ੍ਰਬੰਧ ਕਰਨ ਲਈ ਵੀ ਕਿਹਾ ਗਿਆ ਹੈ। ਇਸ ਤੋਂ ਇਲਾਵਾ ਇਸ ਸੂਚਨਾ ਨੂੰ ਵੋਟਰਾਂ ਤੱਕ ਪਹੁੰਚਾਉਣ ਲਈ ਵੱਖ-ਵੱਖ ਤਰੀਕਿਆਂ ਨਾਲ ਪ੍ਰਚਾਰ ਕਰਨ ਦੇ ਵੀ ਨਿਰਦੇਸ਼ ਦਿੱਤੇ ਗਏ ਹਨ। xyxy=(768,1276,905,1410)
page-number: 5 xyxy=(862,50,885,94)
khanna-photo-evm xyxy=(750,1146,905,1270)
dallewal-byline: ਪੇਜ 3 ਨਿਊਜ਼ / ਪ.ਪ. • ਖਨੌਰੀ / 22 ਦਸੰਬਰ xyxy=(43,1120,211,1157)
photo-caption: ਗੁਰੂ ਗੋਬਿੰਦ ਸਿੰਘ ਜੀ ਦੇ ਵੱਡੇ ਸਾਹਿਬਜ਼ਾਦਿਆਂ ਅਤੇ ਸ੍ਰੀ ਚਮਕੌਰ ਸਾਹਿਬ ਦੇ ਸਮੂਹ ਸ਼ਹੀਦਾਂ ਨੂੰ xyxy=(219,632,379,653)
website-link[interactable]: www.page3newsthai.com xyxy=(733,83,842,93)
lead-headline: ਦਸਵੇਂ ਪਾਤਸ਼ਾਹ ਜੀ ਦੇ ਵੱਡੇ ਸਾਹਿਬਜ਼ਾਦਿਆਂ ਤੇ ਸ੍ਰੀ ਚਮਕੌਰ ਸਾਹਿਬ ਦੇ ਸਮੂਹ ਸਿੰਘਾਂ ਸ਼ਹੀਦਾਂ ਦੀ ਯਾਦ ਵਿੱਚ ਸ਼੍ਰੋਮਣੀ ਕਮੇਟੀ ਵੱਲੋਂ ਗੁਰਮਤਿ ਸਮਾਗਮ xyxy=(43,129,902,214)
photo-caption: ਸ਼ਰਧਾ ਤੇ ਸਤਿਕਾਰ ਭੇਟ ਕੀਤਾ ਹੈ। ਜਾਰੀ ਇੱਕ ਬਿਆਨ ਵਿੱਚ ਐਡਵੋਕੇਟ ਧਾਮੀ ਨੇ xyxy=(396,632,551,653)
khanna-column: ਪੰਜਾਬ ਵਿੱਚ ਬੀਤੇ ਕੱਲ੍ਹ ਨਗਰ ਨਿਗਮ ਅਤੇ ਨਗਰ ਕੌਂਸਲ ਅਤੇ ਨਗਰ ਪੰਚਾਇਤੀ ਚੋਣਾਂ ਹੋਈਆਂ। ਸ਼ਾਮ ਨੂੰ ਨਤੀਜਿਆਂ ਦਾ ਐਲਾਨ ਵੀ ਕਰ ਦਿੱਤਾ ਗਿਆ। ਇਸ ਵਿਚਾਲੇ ਹੁਣ ਖੰਨਾ ਨਗਰ ਕੌਂਸਲ ਦੇ ਵਾਰਡ ਨੰਬਰ 2 'ਚ ਬੀਤੇ ਕੱਲ੍ਹ ਹੰਗਾਮੇ ਤੋਂ ਬਾਅਦ ਚੋਣਾਂ ਰੱਦ ਕਰ ਦਿੱਤੀਆਂ ਗਈਆਂ ਸਨ। ਇਸ ਤੋਂ ਬਾਅਦ ਹੁਣ ਰਾਜ ਚੋਣ ਕਮਿਸ਼ਨ ਨੇ ਮੁੜ ਤੋਂ ਚੋਣਾਂ ਦਾ ਐਲਾਨ ਕਰ ਦਿੱਤਾ ਗਿਆ ਹੈ ਇਸ ਸਬੰਧੀ ਨੋਟੀਫਿਕੇਸ਼ਨ ਵਿਭਾਗੀ ਕਰ ਦਿੱਤਾ ਗਿਆ ਹੈ। ਬੀਤੇ ਕੱਲ੍ਹ ਖੰਨਾ ਨਗਰ ਕੌਂਸਲ ਦੇ ਵਾਰਡ ਨੰਬਰ 2 ਵਿੱਚ ਵੋਟਾਂ ਦੀ ਗਿਣਤੀ ਦੌਰਾਨ ਈਵੀਐਮ ਮਸ਼ੀਨ ਟੁੱਟ ਗਈਆਂ ਸਨ। ਜਿਸ ਤੋਂ ਬਾਅਦ ਚੋਣ ਕਮਿਸ਼ਨ ਨੇ ਮੁੜ ਵੋਟਾਂ ਪਾਉਣ ਦੇ ਹੁਕਮ ਦਿੱਤੇ ਹਨ। ਵਾਰਡ-2 ਦੇ ਪੋਲਿੰਗ ਸਟੇਸ਼ਨ-4 ਵਿਖੇ ਸੋਮਵਾਰ 23 ਦਸੰਬਰ ਨੂੰ ਸਵੇਰੇ 7 ਵਜੇ ਤੋਂ ਸ਼ਾਮ xyxy=(622,1192,746,1382)
